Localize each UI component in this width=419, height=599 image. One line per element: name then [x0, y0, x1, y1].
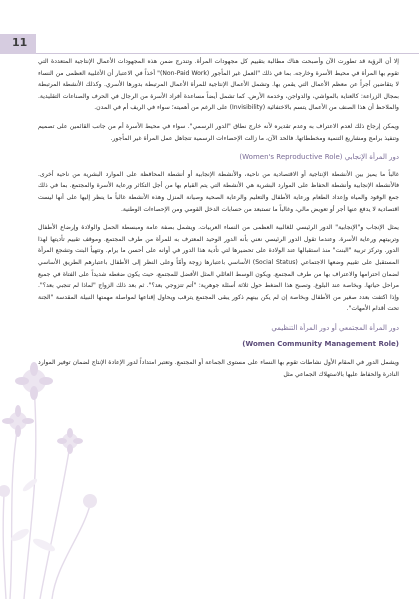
reproductive-paragraph-2: يمثل الإنجاب و"الإنجابية" الدور الرئيسي للغالبية العظمى من النساء العربيات. ويشمل بصفة عامة ومبسطة الحمل والولادة وإرضاع الأطفال وتربيتهم ورعاية الأسرة. وعندما تقول الدور الرئيسي نعني بأنه الدور الوحيد المعترف به للمرأة من طرف المجتمع. وموقف تقييم تأديتها لهذا الدور. وتركز تربية "البنت" منذ استقبالها عند الولادة على تحضيرها لتي تأدية هذا الدور في أوانه على أحسن ما يرام. وتتهيأ البنت وتشجع المرأة المستقبل على تقييم وضعها الاجتماعي (Social Status) الأساسي باعتبارها زوجة وأمّاً وعلى النظر إلى الأطفال باعتبارهم الطريق الأساسي لضمان احترامها والاعتراف بها من طرف المجتمع. ويكون الوسط العائلي المثل الأفضل للمجتمع، حيث يكون ضغطه شديداً على الفتاة في جميع مراحل حياتها. وبخاصة عند البلوغ. وتصبح هذا الضغط حول ثلاثة أسئلة جوهرية: "أتم تتزوجي بعد؟". ثم بعد ذلك الزواج "لماذا لم تنجبي بعد؟". وإذا اكتفت بعدد صغير من الأطفال وبخاصة إن لم يكن بينهم ذكور يبقى المجتمع يترقب ويحاول إقناعها لمواصلة مهمتها النبيلة المقدسة "الجنة تحت أقدام الأمهات". [38, 224, 399, 313]
section-heading-community-role: دور المرأة المجتمعي أو دور المرأة التنظيمي [271, 323, 399, 332]
page-number: 11 [12, 36, 28, 49]
header-rule [36, 53, 419, 54]
section-heading-community-role-en: (Women Community Management Role) [242, 340, 399, 349]
intro-paragraph-1: إلا أن الرؤية قد تطورت الآن وأصبحت هناك مطالبة بتقييم كل مجهودات المرأة. وتندرج ضمن هذه المجهودات الأعمال الإنتاجية المتعددة التي تقوم بها المرأة في محيط الأسرة وخارجه. بما في ذلك "العمل غير المأجور (Non-Paid Work)" أخذاً في الاعتبار أن الأغلبية العظمى من النساء لا يتقاضين أجراً عن معظم الأعمال التي يقمن بها. وتشمل الأعمال الإنتاجية للمرأة الأعمال المرتبطة بدورها الأسري. وكذلك الأنشطة المرتبطة بمجال الزراعة: كالعناية بالمواشي، والدواجن، وخدمة الأرض. كما تشمل أيضاً مساعدة أفراد الأسرة من الرجال في الحرف والصناعات التقليدية. والملاحظ أن هذا الصنف من الأعمال يتسم بالاختفائية (Invisibility) على الرغم من أهميته؛ سواء في الريف أم في المدن. [38, 58, 399, 112]
section-heading-reproductive-role: دور المرأة الإنجابي (Women's Reproductive Role) [239, 153, 399, 162]
community-paragraph-1: ويشمل الدور في المقام الأول نشاطات تقوم بها النساء على مستوى الجماعة أو المجتمع. وتعتبر امتداداً لدور الإعادة الإنتاج لضمان توفير الموارد النادرة والحفاظ عليها بالاستهلاك الجماعي مثل [38, 359, 399, 378]
reproductive-paragraph-1: غالباً ما يميز بين الأنشطة الإنتاجية أو الاقتصادية من ناحية، والأنشطة الإنجابية أو أنشطة المحافظة على الموارد البشرية من ناحية أخرى. فالأنشطة الإنجابية وأنشطة الحفاظ على الموارد البشرية هي الأنشطة التي يتم القيام بها من أجل التكاثر ورعاية الأسرة والمجتمع. بما في ذلك جمع الوقود والمياه وإعداد الطعام ورعاية الأطفال والتعليم والرعاية الصحية وصيانة المنزل وهذه الأنشطة غالباً ما ينظر إليها على أنها ليست اقتصادية لا يدفع عنها أجر أو تعويض مالي، وغالباً ما تستبعد من حسابات الدخل القومي ومن الإحصاءات الوطنية. [38, 170, 399, 213]
intro-paragraph-2: ويمكن إرجاع ذلك لعدم الاعتراف به وعدم تقديره لأنه خارج نطاق "الدور الرسمي". سواء في محيط الأسرة أم من جانب القائمين على تصميم وتنفيذ برامج ومشاريع التنمية ومخططاتها. فالحد الآن، ما زالت الإحصاءات الرسمية تتجاهل عمل المرأة غير المأجور. [38, 122, 399, 142]
article-body [38, 56, 399, 593]
